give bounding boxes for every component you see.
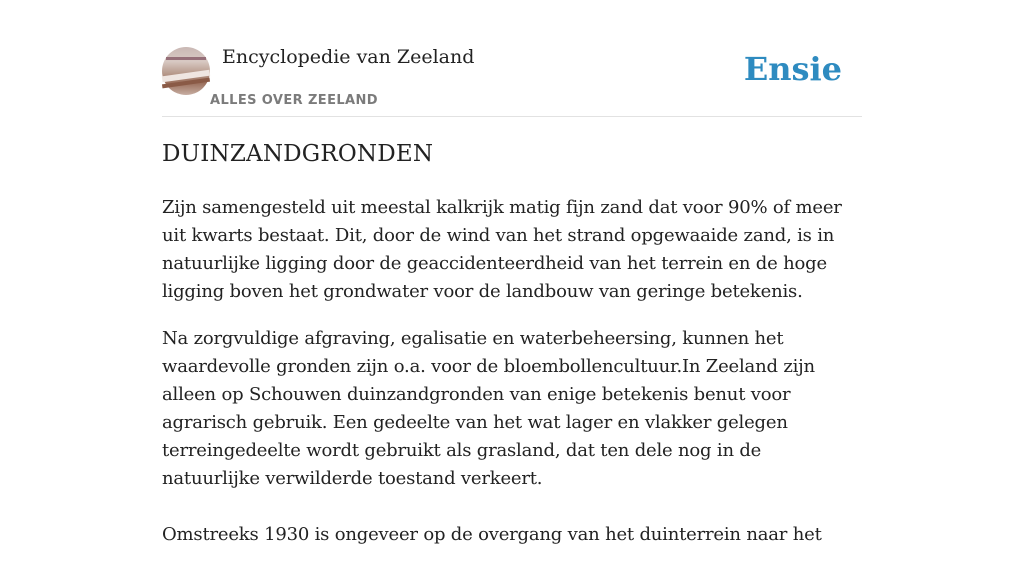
site-title[interactable]: Encyclopedie van Zeeland [222,46,475,68]
site-header [162,42,862,117]
article-title: DUINZANDGRONDEN [162,141,434,167]
article-paragraph: Na zorgvuldige afgraving, egalisatie en waterbeheersing, kunnen het waardevolle gronden zijn o.a. voor de bloembollencultuur.In Zeeland zijn alleen op Schouwen duinzandgronden van enige betekenis benut voor agrarisch gebruik. Een gedeelte van het wat lager en vlakker gelegen terreingedeelte wordt gebruikt als grasland, dat ten dele nog in de natuurlijke verwilderde toestand verkeert. [162,328,815,489]
article [162,136,862,568]
brand-logo-link[interactable]: Ensie [743,50,842,88]
site-subtitle: ALLES OVER ZEELAND [210,93,378,108]
avatar-decoration [166,57,206,60]
article-paragraph: Zijn samengesteld uit meestal kalkrijk matig fijn zand dat voor 90% of meer uit kwarts bestaat. Dit, door de wind van het strand opgewaaide zand, is in natuurlijke ligging door de geaccidenteerdheid van het terrein en de hoge ligging boven het grondwater voor de landbouw van geringe betekenis. [162,197,842,302]
article-paragraph: Omstreeks 1930 is ongeveer op de overgang van het duinterrein naar het [162,524,822,545]
site-avatar[interactable] [162,47,210,95]
